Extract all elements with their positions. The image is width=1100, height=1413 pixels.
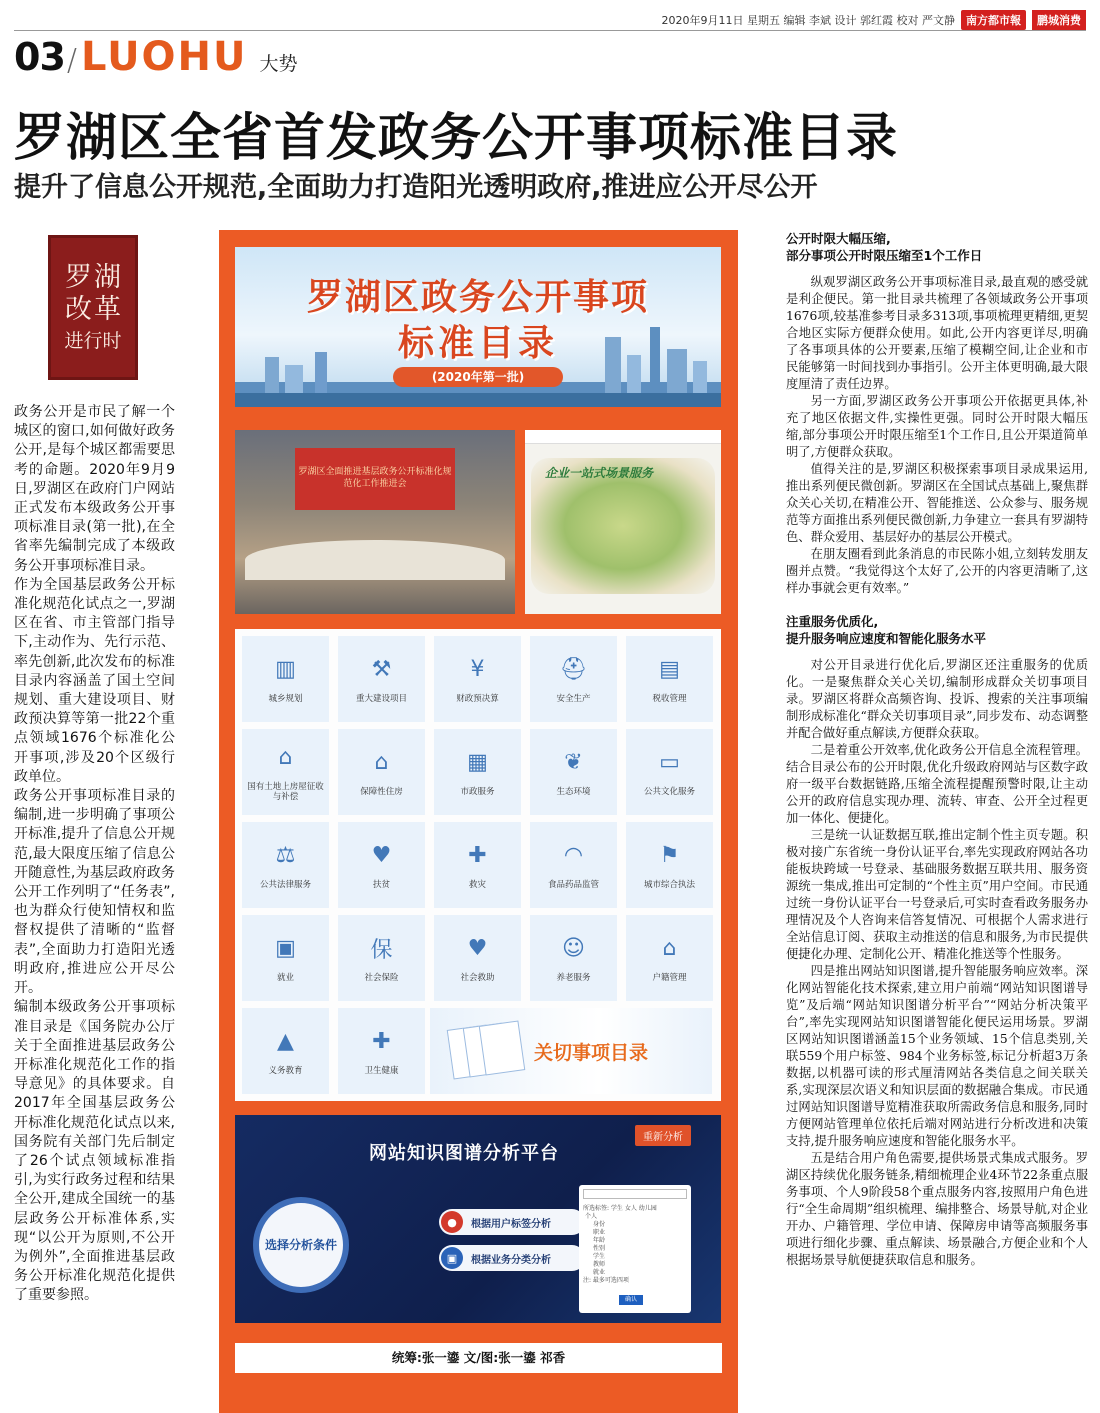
topic-label: 保障性住房 (360, 787, 403, 797)
article-paragraph: 三是统一认证数据互联,推出定制个性主页专题。积极对接广东省统一身份认证平台,率先实现政府网站各功能板块跨域一号登录、基础服务数据互联共用、服务资源统一集成,推出可定制的“个性主页”用户空间。市民通过统一身份认证平台一号登录后,可实时查看政务服务办理情况及个人咨询来信答复情况、可根据个人需求进行全站信息订阅、获取主动推送的信息和服务,为市民提供便捷化办理、定制化公开、精准化推送等个性服务。 (786, 828, 1088, 961)
scenario-map-title: 企业一站式场景服务 (545, 466, 654, 480)
hand-heart-icon: ♥ (467, 935, 488, 961)
page-header (14, 34, 298, 80)
issue-credits: 2020年9月11日 星期五 编辑 李斌 设计 郭红霞 校对 严文静 (661, 14, 955, 27)
kg-title: 网站知识图谱分析平台 (369, 1143, 559, 1164)
document-stack-icon (440, 1021, 526, 1081)
concern-catalog-tile[interactable] (430, 1008, 712, 1094)
topic-tile[interactable] (626, 729, 713, 815)
heading-line: 公开时限大幅压缩, (786, 231, 891, 246)
select-condition-label: 选择分析条件 (264, 1238, 337, 1252)
inspector-cap-icon: ◠ (563, 842, 584, 868)
meeting-table (245, 540, 505, 580)
topic-label: 义务教育 (268, 1066, 303, 1076)
scales-icon: ⚖ (275, 842, 296, 868)
topic-tile[interactable] (242, 822, 329, 908)
wallet-icon: ¥ (470, 656, 485, 682)
banner-batch-badge: (2020年第一批) (393, 367, 563, 387)
header-rule (14, 30, 1086, 31)
medical-kit-icon: ✚ (468, 842, 487, 868)
credit-line: 统筹:张一鎏 文/图:张一鎏 祁香 (235, 1343, 722, 1373)
topic-label: 卫生健康 (364, 1066, 399, 1076)
meeting-banner-screen: 罗湖区全面推进基层政务公开标准化规范化工作推进会 (295, 448, 455, 510)
heart-hands-icon: ♥ (371, 842, 392, 868)
section-heading-2 (786, 613, 1088, 647)
tree-item[interactable]: 个人 (585, 1213, 598, 1220)
topic-tile[interactable] (626, 636, 713, 722)
seal-char: 革 (94, 294, 121, 325)
section-subtitle: 大势 (259, 53, 298, 75)
section-heading-1 (786, 230, 1088, 264)
reanalyze-button[interactable]: 重新分析 (635, 1125, 691, 1146)
catalog-banner[interactable] (235, 247, 721, 407)
topic-tile[interactable] (242, 1008, 329, 1094)
topic-tile[interactable] (338, 636, 425, 722)
select-condition-ring[interactable] (253, 1197, 349, 1293)
page-number: 03 (14, 35, 65, 79)
tag-search-input[interactable] (583, 1189, 687, 1199)
seal-char: 改 (65, 294, 92, 325)
elderly-icon: ☺ (562, 935, 585, 961)
supplement-logo[interactable]: 鹏城消费 (1032, 10, 1086, 30)
crane-icon: ⚒ (371, 656, 392, 682)
civic-building-icon: ▦ (467, 749, 488, 775)
topic-label: 国有土地上房屋征收与补偿 (247, 782, 324, 802)
briefcase-icon: ▣ (441, 1247, 463, 1269)
topic-tile[interactable] (338, 822, 425, 908)
tree-item[interactable]: 年龄 (593, 1237, 606, 1244)
article-paragraph: 二是着重公开效率,优化政务公开信息全流程管理。结合目录公布的公开时限,优化升级政府网站与区数字政府一级平台数据链路,压缩全流程提醒预警时限,让主动公开的政府信息实现办理、流转、审查、公开全过程更加一体化、便捷化。 (786, 743, 1088, 825)
article-paragraph: 政务公开是市民了解一个城区的窗口,如何做好政务公开,是每个城区都需要思考的命题。2020年9月9日,罗湖区在政府门户网站正式发布本级政务公开事项标准目录(第一批),在全省率先编制完成了本级政务公开事项标准目录。 (14, 404, 175, 574)
topic-label: 养老服务 (556, 973, 591, 983)
topic-tile[interactable] (434, 915, 521, 1001)
tree-item[interactable]: 学生 (593, 1253, 606, 1260)
topic-label: 公共法律服务 (259, 880, 311, 890)
section-name: LUOHU (81, 34, 248, 80)
leaf-icon: ❦ (564, 749, 583, 775)
topic-tile[interactable] (434, 729, 521, 815)
article-paragraph: 对公开目录进行优化后,罗湖区还注重服务的优质化。一是聚焦群众关心关切,编制形成群众关切事项目录。罗湖区将群众高频咨询、投诉、搜索的关注事项编制形成标准化“群众关切事项目录”,同步发布、动态调整并配合做好重点解读,方便群众获取。 (786, 658, 1088, 740)
topic-label: 城乡规划 (268, 694, 303, 704)
topic-tile[interactable] (626, 822, 713, 908)
analyze-by-category-label: 根据业务分类分析 (471, 1254, 551, 1266)
tag-tree-panel (579, 1185, 691, 1313)
house-hand-icon: ⌂ (374, 749, 389, 775)
topic-tile[interactable] (530, 915, 617, 1001)
tree-item[interactable]: 性别 (593, 1245, 606, 1252)
article-paragraph: 政务公开事项标准目录的编制,进一步明确了事项公开标准,提升了信息公开规范,最大限度压缩了信息公开随意性,为基层政府政务公开工作列明了“任务表”,也为群众行使知情权和监督权提供了清晰的“监督表”,全面助力打造阳光透明政府,推进应公开尽公开。 (14, 788, 175, 997)
knowledge-graph-card (235, 1115, 721, 1323)
website-topbar (525, 430, 721, 444)
tree-header: 所选标签: 学生 女人 幼儿园 (583, 1205, 657, 1212)
topic-tile[interactable] (434, 636, 521, 722)
left-column-article (14, 403, 175, 1306)
topic-label: 食品药品监管 (547, 880, 599, 890)
enforcement-icon: ⚑ (659, 842, 680, 868)
helmet-icon: ⛑ (559, 656, 588, 682)
banner-title-line2: 标准目录 (397, 323, 558, 364)
seal-subtitle: 进行时 (64, 330, 122, 352)
briefcase-icon: ▣ (275, 935, 296, 961)
slash-divider: / (66, 43, 77, 78)
article-paragraph: 值得关注的是,罗湖区积极探索事项目录成果运用,推出系列便民微创新。罗湖区在全国试点基础上,聚焦群众关心关切,在精准公开、智能推送、公众参与、服务规范等方面推出系列便民微创新,力争建立一套具有罗湖特色、群众爱用、基层好办的基层公开模式。 (786, 462, 1088, 544)
newspaper-logo[interactable]: 南方都市報 (961, 10, 1026, 30)
topic-label: 社会救助 (460, 973, 495, 983)
topic-label: 扶贫 (372, 880, 390, 890)
topic-tile[interactable] (242, 636, 329, 722)
topic-tile[interactable] (530, 636, 617, 722)
heading-line: 部分事项公开时限压缩至1个工作日 (786, 248, 983, 263)
heading-line: 提升服务响应速度和智能化服务水平 (786, 631, 987, 646)
confirm-button[interactable]: 确认 (619, 1295, 643, 1305)
topic-label: 安全生产 (556, 694, 591, 704)
topic-label: 重大建设项目 (355, 694, 407, 704)
seal-char: 湖 (94, 262, 121, 293)
topic-label: 户籍管理 (652, 973, 687, 983)
graduation-cap-icon: ▲ (277, 1028, 294, 1054)
subheadline: 提升了信息公开规范,全面助力打造阳光透明政府,推进应公开尽公开 (14, 172, 818, 203)
article-paragraph: 编制本级政务公开事项标准目录是《国务院办公厅关于全面推进基层政务公开标准化规范化工作的指导意见》的具体要求。自2017年全国基层政务公开标准化规范化试点以来,国务院有关部门先后制定了26个试点领域标准指引,为实行政务过程和结果全公开,建成全国统一的基层政务公开标准体系,实现“以公开为原则,不公开为例外”,全面推进基层政务公开标准化规范化提供了重要参照。 (14, 999, 175, 1304)
topic-label: 公共文化服务 (643, 787, 695, 797)
insurance-icon: 保 (370, 937, 393, 963)
article-paragraph: 纵观罗湖区政务公开事项标准目录,最直观的感受就是利企便民。第一批目录共梳理了各领域政务公开事项1676项,较基准参考目录多313项,事项梳理更精细,更契合地区实际方便群众使用。如此,公开内容更详尽,明确了各事项具体的公开要素,压缩了模糊空间,让企业和市民能够第一时间找到办事指引。公开主体更明确,最大限度厘清了责任边界。 (786, 275, 1088, 391)
land-house-icon: ⌂ (278, 744, 293, 770)
concern-catalog-label: 关切事项目录 (534, 1041, 649, 1064)
topic-label: 城市综合执法 (643, 880, 695, 890)
feature-panel (219, 230, 738, 1413)
topic-tile[interactable] (242, 729, 329, 815)
topic-tile[interactable] (338, 915, 425, 1001)
analyze-by-category-button[interactable] (439, 1245, 585, 1271)
topic-icon-grid (235, 629, 721, 1101)
topic-label: 救灾 (468, 880, 486, 890)
topic-label: 生态环境 (556, 787, 591, 797)
book-icon: ▭ (659, 749, 680, 775)
meeting-photo (235, 430, 515, 614)
article-paragraph: 五是结合用户角色需要,提供场景式集成式服务。罗湖区持续优化服务链条,精细梳理企业4环节22条重点服务事项、个人9阶段58个重点服务内容,按照用户角色进行“全生命周期”组织梳理、编排整合、场景导航,对企业开办、户籍管理、学位申请、保障房申请等高频服务事项进行细化步骤、重点解读、场景融合,方便企业和个人根据场景导航便捷获取信息和服务。 (786, 1151, 1088, 1267)
website-screenshot (525, 430, 721, 614)
topic-tile[interactable] (338, 729, 425, 815)
heading-line: 注重服务优质化, (786, 614, 879, 629)
topic-tile[interactable] (530, 729, 617, 815)
tree-item[interactable]: 教师 (593, 1261, 606, 1268)
article-paragraph: 在朋友圈看到此条消息的市民陈小姐,立刻转发朋友圈并点赞。“我觉得这个太好了,公开的内容更清晰了,这样办事就会更有效率。” (786, 547, 1088, 595)
column-seal (48, 235, 138, 380)
topic-tile[interactable] (242, 915, 329, 1001)
health-kit-icon: ✚ (372, 1028, 391, 1054)
topic-label: 市政服务 (460, 787, 495, 797)
article-paragraph: 作为全国基层政务公开标准化规范化试点之一,罗湖区在省、市主管部门指导下,主动作为、先行示范、率先创新,此次发布的标准目录内容涵盖了国土空间规划、重大建设项目、财政预决算等第一批22个重点领域1676个标准化公开事项,涉及20个区级行政单位。 (14, 576, 175, 785)
tree-list (583, 1213, 687, 1277)
tree-item[interactable]: 职业 (593, 1229, 606, 1236)
section-gap (786, 597, 1088, 613)
tree-footer: 注: 最多可选四项 (583, 1277, 629, 1284)
topic-label: 财政预决算 (456, 694, 499, 704)
building-icon: ▥ (275, 656, 296, 682)
masthead-meta (662, 10, 1086, 30)
banner-title-line1: 罗湖区政务公开事项 (306, 277, 649, 318)
analyze-by-user-tag-label: 根据用户标签分析 (471, 1218, 551, 1230)
article-paragraph: 四是推出网站知识图谱,提升智能服务响应效率。深化网站智能化技术探索,建立用户前端“网站知识图谱导览”及后端“网站知识图谱分析平台”“网站分析决策平台”,率先实现网站知识图谱智能化便民运用场景。罗湖区网站知识图谱涵盖15个业务领域、15个信息类别,关联559个用户标签、984个业务标签,标记分析超3万条数据,以机器可读的形式厘清网站各类信息之间关联关系,实现深层次语义和知识层面的数据融合集成。市民通过网站知识图谱导览精准获取所需政务信息和服务,同时方便网站管理单位依托后端对网站进行分析改进和决策支持,提升服务响应速度和智能化服务水平。 (786, 964, 1088, 1148)
household-registry-icon: ⌂ (662, 935, 677, 961)
topic-tile[interactable] (626, 915, 713, 1001)
analyze-by-user-tag-button[interactable] (439, 1209, 585, 1235)
tree-item[interactable]: 身份 (593, 1221, 606, 1228)
topic-tile[interactable] (338, 1008, 425, 1094)
right-column-article (786, 230, 1088, 1269)
headline: 罗湖区全省首发政务公开事项标准目录 (14, 109, 899, 168)
topic-label: 社会保险 (364, 973, 399, 983)
topic-tile[interactable] (434, 822, 521, 908)
topic-label: 税收管理 (652, 694, 687, 704)
topic-tile[interactable] (530, 822, 617, 908)
user-icon: ● (441, 1211, 463, 1233)
seal-char: 罗 (65, 262, 92, 293)
topic-label: 就业 (276, 973, 294, 983)
tree-item[interactable]: 就业 (593, 1269, 606, 1276)
tax-document-icon: ▤ (659, 656, 680, 682)
article-paragraph: 另一方面,罗湖区政务公开事项公开依据更具体,补充了地区依据文件,实操性更强。同时公开时限大幅压缩,部分事项公开时限压缩至1个工作日,且公开渠道简单明了,方便群众获取。 (786, 394, 1088, 459)
